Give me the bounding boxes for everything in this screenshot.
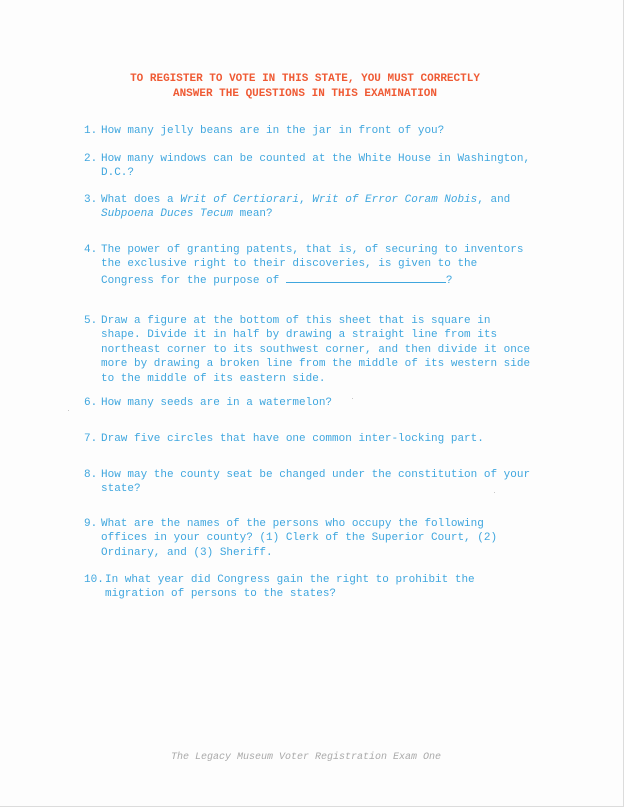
question-text: D.C.? <box>101 167 135 180</box>
question-text: state? <box>101 483 141 496</box>
question-text: How many jelly beans are in the jar in front of you? <box>101 125 445 137</box>
question-9 <box>84 517 554 560</box>
question-number: 10. <box>84 574 104 586</box>
question-2 <box>84 152 554 181</box>
term-writ-of-error-coram-nobis: Writ of Error Coram Nobis <box>312 194 478 206</box>
question-text: How many seeds are in a watermelon? <box>101 397 333 409</box>
question-number: 1. <box>84 125 98 137</box>
question-4 <box>84 243 554 288</box>
question-5 <box>84 314 554 386</box>
question-text: Draw five circles that have one common inter-locking part. <box>101 433 484 445</box>
question-number: 9. <box>84 518 98 530</box>
question-text: The power of granting patents, that is, of securing to inventors <box>101 244 524 256</box>
question-text: offices in your county? (1) Clerk of the Superior Court, (2) <box>101 532 498 545</box>
exam-title <box>0 72 610 102</box>
paper-speck <box>68 410 69 411</box>
exam-title-line-2: ANSWER THE QUESTIONS IN THIS EXAMINATION <box>172 88 438 100</box>
question-text: In what year did Congress gain the right to prohibit the <box>105 574 475 586</box>
question-text: How may the county seat be changed under the constitution of your <box>101 469 531 481</box>
question-10 <box>84 573 554 602</box>
question-6 <box>84 396 554 410</box>
question-text: Congress for the purpose of ? <box>101 272 554 288</box>
question-text: to the middle of its eastern side. <box>101 372 326 385</box>
question-text: What does a Writ of Certiorari, Writ of Error Coram Nobis, and <box>101 194 511 206</box>
question-number: 5. <box>84 315 98 327</box>
question-text: migration of persons to the states? <box>105 588 337 601</box>
exam-title-line-1: TO REGISTER TO VOTE IN THIS STATE, YOU MUST CORRECTLY <box>130 73 480 85</box>
question-text: Draw a figure at the bottom of this sheet that is square in <box>101 315 491 327</box>
question-1 <box>84 124 554 138</box>
question-7 <box>84 432 554 446</box>
footer-caption: The Legacy Museum Voter Registration Exam One <box>170 752 442 763</box>
question-number: 4. <box>84 244 98 256</box>
paper-speck <box>494 492 495 493</box>
question-text: What are the names of the persons who occupy the following <box>101 518 484 530</box>
question-number: 2. <box>84 153 98 165</box>
question-text: Ordinary, and (3) Sheriff. <box>101 546 273 559</box>
question-text: Subpoena Duces Tecum mean? <box>101 208 273 221</box>
question-text: northeast corner to its southwest corner, and then divide it once <box>101 343 531 356</box>
question-text: shape. Divide it in half by drawing a straight line from its <box>101 329 498 342</box>
question-number: 7. <box>84 433 98 445</box>
question-text: How many windows can be counted at the White House in Washington, <box>101 153 531 165</box>
term-writ-of-certiorari: Writ of Certiorari <box>180 194 300 206</box>
question-text: the exclusive right to their discoveries, is given to the <box>101 258 478 271</box>
question-number: 6. <box>84 397 98 409</box>
question-number: 3. <box>84 194 98 206</box>
term-subpoena-duces-tecum: Subpoena Duces Tecum <box>101 208 234 221</box>
question-3 <box>84 193 554 222</box>
question-number: 8. <box>84 469 98 481</box>
question-text: more by drawing a broken line from the middle of its western side <box>101 358 531 371</box>
fill-in-blank <box>286 272 446 283</box>
question-8 <box>84 468 554 497</box>
paper-speck <box>352 398 353 399</box>
